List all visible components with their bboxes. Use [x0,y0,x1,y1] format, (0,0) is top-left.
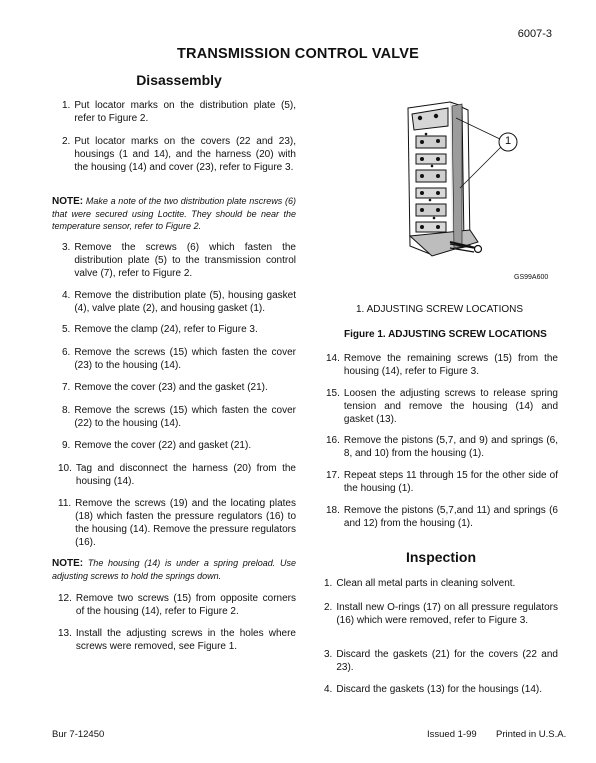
note-spring-preload [52,557,296,582]
footer-printed: Printed in U.S.A. [496,729,567,740]
step-text: Remove the remaining screws (15) from the housing (14), refer to Figure 3. [343,353,558,377]
step-number: 3. [62,242,71,253]
step-number: 17. [326,470,340,481]
step-text: Remove the cover (23) and the gasket (21). [74,382,268,393]
list-item [58,497,296,549]
step-number: 5. [62,324,71,335]
page-title: TRANSMISSION CONTROL VALVE [176,46,420,62]
list-item [62,323,296,336]
step-text: Remove the screws (19) and the locating plates (18) which fasten the pressure regulators (16) to the housing (14). Remove the pressure regulators (16). [75,498,296,548]
list-item [62,346,296,372]
step-text: Remove the pistons (5,7, and 9) and springs (6, 8, and 10) from the housing (1). [343,435,558,459]
step-number: 8. [62,405,71,416]
list-item [62,289,296,315]
step-number: 15. [326,388,340,399]
footer-issued: Issued 1-99 [427,729,477,740]
list-item [324,577,558,590]
list-item [326,352,558,378]
list-item [62,439,296,452]
footer-doc-number: Bur 7-12450 [52,729,105,740]
step-number: 7. [62,382,71,393]
list-item [326,469,558,495]
list-item [324,601,558,627]
list-item [62,241,296,280]
step-text: Remove the screws (6) which fasten the distribution plate (5) to the transmission control valve (7), refer to Figure 2. [74,242,296,279]
step-text: Tag and disconnect the harness (20) from the housing (14). [75,463,296,487]
step-number: 12. [58,593,72,604]
step-number: 1. [324,578,333,589]
note-loctite [52,195,296,232]
list-item [324,683,558,696]
step-text: Remove the cover (22) and gasket (21). [74,440,252,451]
step-number: 9. [62,440,71,451]
step-number: 4. [62,290,71,301]
list-item [326,504,558,530]
figure-legend: 1. ADJUSTING SCREW LOCATIONS [356,304,524,315]
step-number: 14. [326,353,340,364]
step-text: Remove the pistons (5,7,and 11) and springs (6 and 12) from the housing (1). [343,505,558,529]
step-number: 2. [62,136,71,147]
step-text: Repeat steps 11 through 15 for the other side of the housing (1). [343,470,558,494]
step-number: 13. [58,628,72,639]
step-text: Remove two screws (15) from opposite corners of the housing (14), refer to Figure 2. [75,593,296,617]
note-label: NOTE: [52,558,84,569]
step-text: Loosen the adjusting screws to release spring tension and remove the housing (14) and gasket (13). [343,388,558,425]
page-number: 6007-3 [517,28,552,40]
list-item [326,387,558,426]
note-text: The housing (14) is under a spring preload. Use adjusting screws to hold the springs down. [52,558,296,581]
step-text: Remove the distribution plate (5), housing gasket (4), valve plate (2), and housing gasket (1). [74,290,296,314]
step-text: Discard the gaskets (21) for the covers (22 and 23). [336,649,558,673]
figure-callout-label: 1 [504,135,512,147]
valve-housing-figure [390,96,560,281]
step-text: Remove the clamp (24), refer to Figure 3. [74,324,258,335]
step-number: 6. [62,347,71,358]
step-text: Remove the screws (15) which fasten the cover (23) to the housing (14). [74,347,296,371]
step-text: Remove the screws (15) which fasten the cover (22) to the housing (14). [74,405,296,429]
note-label: NOTE: [52,196,84,207]
step-number: 10. [58,463,72,474]
list-item [58,592,296,618]
list-item [62,381,296,394]
step-text: Clean all metal parts in cleaning solvent. [336,578,516,589]
step-number: 18. [326,505,340,516]
list-item [324,648,558,674]
valve-housing-illustration [390,96,560,276]
list-item [62,135,296,174]
step-number: 11. [58,498,72,509]
step-text: Install the adjusting screws in the holes where screws were removed, see Figure 1. [75,628,296,652]
step-number: 2. [324,602,333,613]
step-number: 16. [326,435,340,446]
step-text: Put locator marks on the covers (22 and 23), housings (1 and 14), and the harness (20) with the housing (14) and cover (23), refer to Figure 3. [74,136,296,173]
figure-caption: Figure 1. ADJUSTING SCREW LOCATIONS [344,329,547,340]
step-number: 1. [62,100,71,111]
list-item [62,404,296,430]
disassembly-heading: Disassembly [136,72,222,88]
step-text: Put locator marks on the distribution plate (5), refer to Figure 2. [74,100,296,124]
figure-code: GS99A600 [514,274,549,281]
inspection-heading: Inspection [405,549,476,565]
step-number: 3. [324,649,333,660]
list-item [58,462,296,488]
list-item [58,627,296,653]
step-text: Install new O-rings (17) on all pressure regulators (16) which were removed, refer to Figure 3. [336,602,558,626]
step-number: 4. [324,684,333,695]
note-text: Make a note of the two distribution plate nscrews (6) that were secured using Loctite. They should be near the temperature sensor, refer to Figure 2. [52,196,296,231]
step-text: Discard the gaskets (13) for the housings (14). [336,684,542,695]
list-item [326,434,558,460]
list-item [62,99,296,125]
